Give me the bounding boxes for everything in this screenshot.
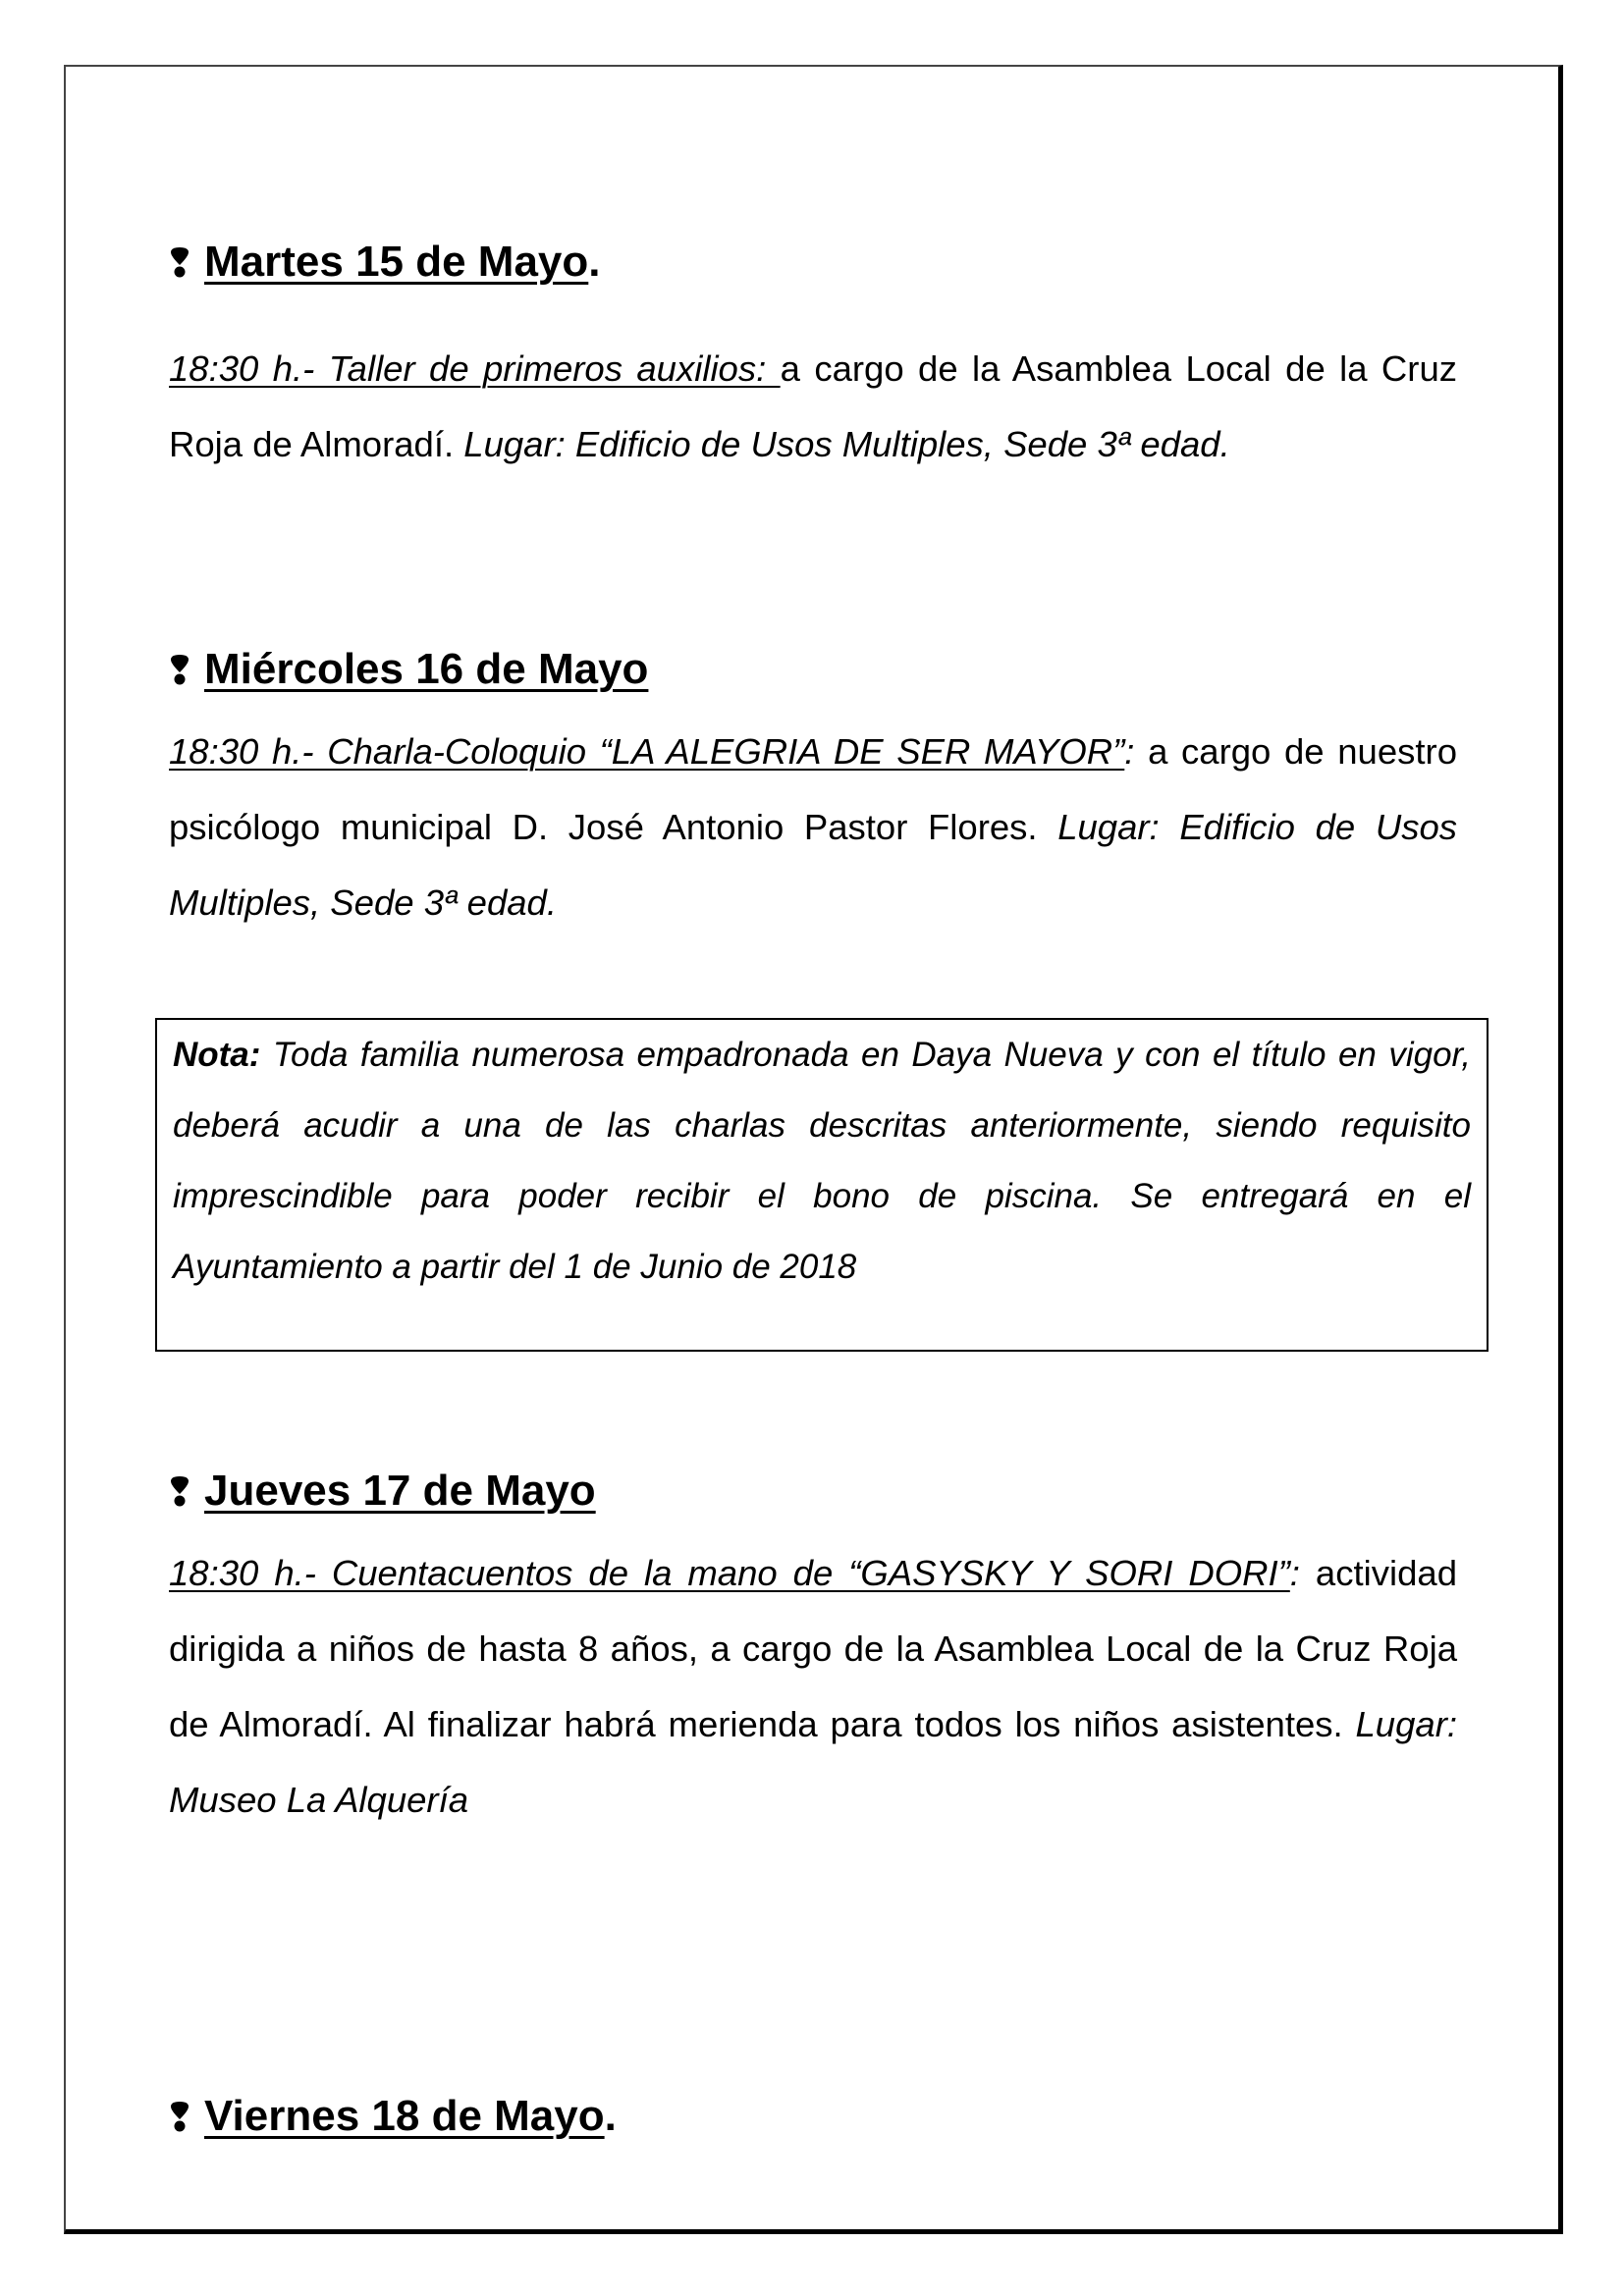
colon: : <box>1124 731 1135 772</box>
day-title: Jueves 17 de Mayo <box>204 1467 596 1515</box>
trailing-period: . <box>604 2092 617 2140</box>
section-body-miercoles <box>169 714 1457 940</box>
note-body: Toda familia numerosa empadronada en Daya Nueva y con el título en vigor, deberá acudir a una de las charlas descritas anteriormente, siendo requisito imprescindible para poder recibir el bono de piscina. Se entregará en el Ayuntamiento a partir del 1 de Junio de 2018 <box>173 1036 1471 1286</box>
note-label: Nota: <box>173 1036 261 1074</box>
place: Lugar: Edificio de Usos Multiples, Sede 3ª edad. <box>463 424 1230 464</box>
place: Lugar: Edificio de Usos Multiples, Sede 3ª edad. <box>169 807 1457 923</box>
exclamation-bullet-icon <box>169 246 190 278</box>
section-body-jueves <box>169 1535 1457 1838</box>
day-title: Martes 15 de Mayo <box>204 238 589 286</box>
section-heading-martes <box>169 240 601 284</box>
place: Lugar: Museo La Alquería <box>169 1704 1457 1820</box>
exclamation-bullet-icon <box>169 2101 190 2132</box>
description: a cargo de la Asamblea Local de la Cruz Roja de Almoradí. <box>169 348 1457 464</box>
section-heading-viernes <box>169 2092 617 2140</box>
note-box <box>155 1018 1489 1352</box>
time-activity: 18:30 h.- Taller de primeros auxilios: <box>169 348 781 389</box>
section-heading-jueves <box>169 1469 596 1513</box>
exclamation-bullet-icon <box>169 654 190 685</box>
day-title: Viernes 18 de Mayo <box>204 2092 605 2140</box>
colon: : <box>1289 1553 1300 1593</box>
section-body-martes <box>169 331 1457 482</box>
exclamation-bullet-icon <box>169 1475 190 1507</box>
description: actividad dirigida a niños de hasta 8 años, a cargo de la Asamblea Local de la Cruz Roja de Almoradí. Al finalizar habrá merienda para todos los niños asistentes. <box>169 1553 1457 1744</box>
day-title: Miércoles 16 de Mayo <box>204 645 649 693</box>
time-activity: 18:30 h.- Cuentacuentos de la mano de “GASYSKY Y SORI DORI” <box>169 1553 1290 1593</box>
trailing-period: . <box>588 238 601 286</box>
time-activity: 18:30 h.- Charla-Coloquio “LA ALEGRIA DE SER MAYOR” <box>169 731 1125 772</box>
section-heading-miercoles <box>169 645 649 693</box>
description: a cargo de nuestro psicólogo municipal D. José Antonio Pastor Flores. <box>169 731 1457 847</box>
note-text <box>173 1020 1471 1303</box>
